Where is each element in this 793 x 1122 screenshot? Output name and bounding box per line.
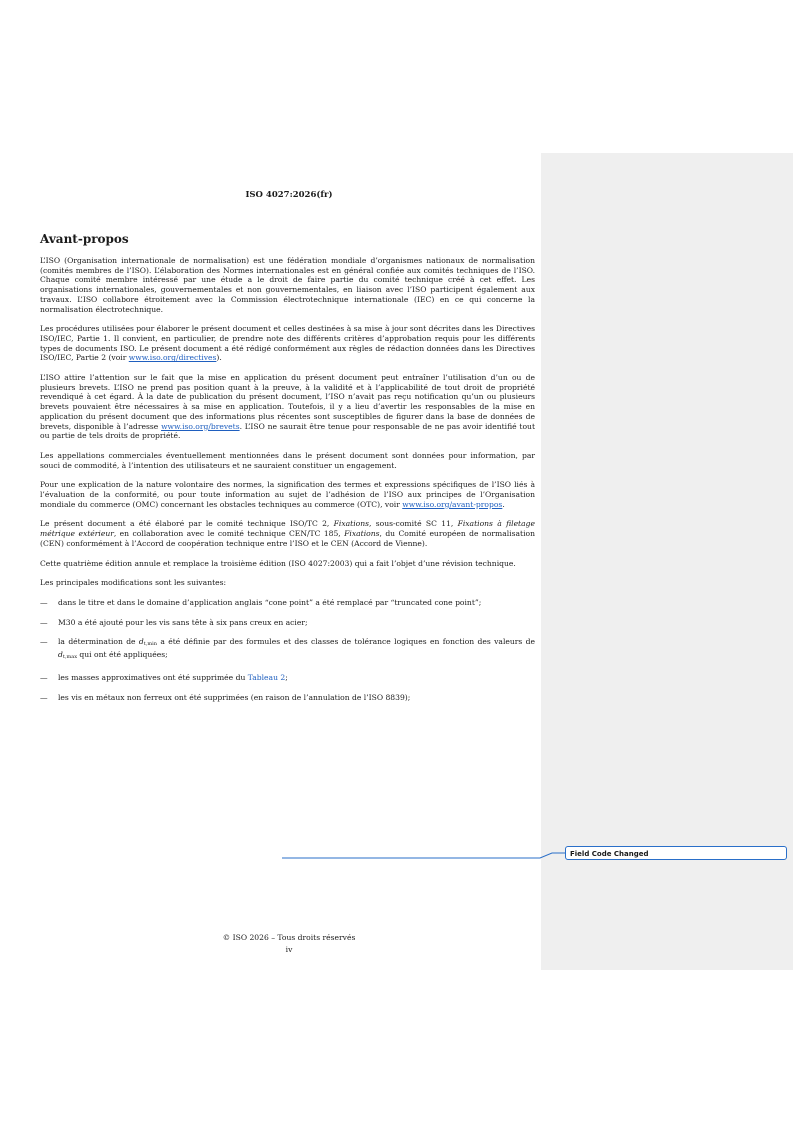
paragraph-7: Cette quatrième édition annule et remplace la troisième édition (ISO 4027:2003) qui a fait l’objet d’une révision technique. [40, 558, 516, 568]
paragraph-8: Les principales modifications sont les suivantes: [40, 578, 227, 588]
document-header: ISO 4027:2026(fr) [245, 190, 333, 200]
list-dash: — [40, 672, 48, 682]
paragraph-5: Pour une explication de la nature volontaire des normes, la signification des termes et expressions spécifiques de l’ISO liés à l’évaluation de la conformité, ou pour toute information au sujet de l’adhésion de l’ISO aux principes de l’Organisation mondiale du commerce (OMC) concernant les obstacles techniques au commerce (OTC), voir www.iso.org/avant-propos. [40, 480, 535, 509]
directives-link[interactable]: www.iso.org/directives [128, 353, 217, 363]
list-item: — M30 a été ajouté pour les vis sans tête à six pans creux en acier; [40, 617, 308, 627]
list-item: — les masses approximatives ont été supprimée du Tableau 2; [40, 672, 288, 682]
paragraph-6: Le présent document a été élaboré par le comité technique ISO/TC 2, Fixations, sous-comité SC 11, Fixations à filetage métrique extérieur, en collaboration avec le comité technique CEN/TC 185, Fixations, du Comité européen de normalisation (CEN) conformément à l’Accord de coopération technique entre l’ISO et le CEN (Accord de Vienne). [40, 519, 535, 548]
list-item: — les vis en métaux non ferreux ont été supprimées (en raison de l’annulation de l’ISO 8839); [40, 692, 411, 702]
comment-label: Field Code Changed [570, 850, 649, 858]
paragraph-1: L’ISO (Organisation internationale de normalisation) est une fédération mondiale d’organismes nationaux de normalisation (comités membres de l’ISO). L’élaboration des Normes internationales est en général confiée aux comités techniques de l’ISO. Chaque comité membre intéressé par une étude a le droit de faire partie du comité technique créé à cet effet. Les organisations internationales, gouvernementales et non gouvernementales, en liaison avec l’ISO participent également aux travaux. L’ISO collabore étroitement avec la Commission électrotechnique internationale (IEC) en ce qui concerne la normalisation électrotechnique. [40, 256, 535, 314]
list-dash: — [40, 617, 48, 627]
document-footer [0, 932, 578, 956]
patents-link[interactable]: www.iso.org/brevets [161, 421, 240, 431]
table-2-field-link[interactable]: Tableau 2 [247, 672, 286, 682]
comment-balloon[interactable] [565, 846, 787, 860]
paragraph-4: Les appellations commerciales éventuellement mentionnées dans le présent document sont données pour information, par souci de commodité, à l’intention des utilisateurs et ne sauraient constituer un engagement. [40, 450, 535, 470]
list-item: — dans le titre et dans le domaine d’application anglais “cone point” a été remplacé par “truncated cone point”; [40, 597, 482, 607]
copyright-notice: © ISO 2026 – Tous droits réservés [222, 933, 356, 942]
list-dash: — [40, 597, 48, 607]
paragraph-3: L’ISO attire l’attention sur le fait que la mise en application du présent document peut entraîner l’utilisation d’un ou de plusieurs brevets. L’ISO ne prend pas position quant à la preuve, à la validité et à l’applicabilité de tout droit de propriété revendiqué à cet égard. À la date de publication du présent document, l’ISO n’avait pas reçu notification qu’un ou plusieurs brevets pouvaient être nécessaires à sa mise en application. Toutefois, il y a lieu d’avertir les responsables de la mise en application du présent document que des informations plus récentes sont susceptibles de figurer dans la base de données de brevets, disponible à l’adresse www.iso.org/brevets. L’ISO ne saurait être tenue pour responsable de ne pas avoir identifié tout ou partie de tels droits de propriété. [40, 373, 535, 441]
section-title: Avant-propos [40, 232, 129, 246]
foreword-link[interactable]: www.iso.org/avant-propos [402, 499, 503, 509]
paragraph-2: Les procédures utilisées pour élaborer le présent document et celles destinées à sa mise à jour sont décrites dans les Directives ISO/IEC, Partie 1. Il convient, en particulier, de prendre note des différents critères d’approbation requis pour les différents types de documents ISO. Le présent document a été rédigé conformément aux règles de rédaction données dans les Directives ISO/IEC, Partie 2 (voir www.iso.org/directives). [40, 324, 535, 363]
page-number: iv [285, 945, 293, 954]
list-dash: — [40, 692, 48, 702]
list-item: — la détermination de $d_{t,min}$ a été définie par des formules et des classes de tolérance logiques en fonction des valeurs de $d_{t,max}$ qui ont été appliquées; [40, 637, 536, 661]
list-dash: — [40, 637, 48, 647]
